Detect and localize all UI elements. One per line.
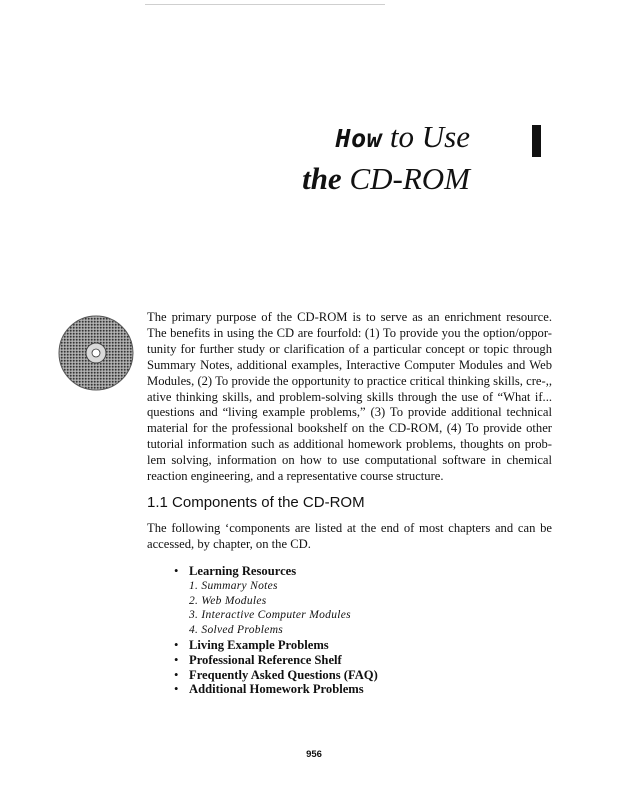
list-item-label: Additional Homework Problems <box>189 682 364 697</box>
bullet-icon: • <box>174 667 179 682</box>
chapter-title-line-2 <box>0 163 470 194</box>
paragraph-line: The primary purpose of the CD-ROM is to serve as an enrichment resource. <box>147 310 552 324</box>
list-item <box>174 638 378 653</box>
list-item <box>174 668 378 683</box>
intro-paragraph <box>147 310 552 485</box>
learning-resources-sublist <box>189 579 378 638</box>
components-list <box>174 564 378 697</box>
cd-rom-icon <box>58 315 134 391</box>
bullet-icon: • <box>174 682 179 697</box>
list-item-label: Learning Resources <box>189 564 297 578</box>
section-intro-line: accessed, by chapter, on the CD. <box>147 537 311 551</box>
title-word-the: the <box>302 161 342 196</box>
sublist-item: 4. Solved Problems <box>189 624 284 637</box>
list-item-label: Living Example Problems <box>189 637 329 652</box>
sublist-item: 3. Interactive Computer Modules <box>189 609 351 622</box>
list-item-learning-resources <box>174 564 378 638</box>
top-rule <box>145 4 385 5</box>
title-word-how: How <box>335 124 383 153</box>
bullet-icon: • <box>174 637 179 652</box>
sublist-item: 1. Summary Notes <box>189 579 278 592</box>
paragraph-line: Summary Notes, additional examples, Interactive Computer Modules and Web <box>147 357 552 372</box>
paragraph-line: The benefits in using the CD are fourfold: (1) To provide you the option/oppor- <box>147 325 552 340</box>
list-item-label: Professional Reference Shelf <box>189 652 342 667</box>
bullet-icon: • <box>174 652 179 667</box>
section-intro-line: The following ‘components are listed at the end of most chapters and can be <box>147 521 552 535</box>
list-item <box>174 653 378 668</box>
paragraph-line: tunity for further study or clarification of a particular concept or topic through <box>147 341 552 356</box>
title-words-to-use: to Use <box>389 119 470 154</box>
paragraph-line: tutorial information such as additional homework problems, thoughts on prob- <box>147 437 552 452</box>
section-heading: 1.1 Components of the CD-ROM <box>147 494 365 511</box>
paragraph-line: reaction engineering, and a representative course structure. <box>147 469 444 484</box>
sublist-item: 2. Web Modules <box>189 594 267 607</box>
paragraph-line: material for the professional bookshelf on the CD-ROM, (4) To provide other <box>147 421 552 436</box>
paragraph-line: lem solving, information on how to use computational software in chemical <box>147 453 552 468</box>
list-item-label: Frequently Asked Questions (FAQ) <box>189 667 378 682</box>
bullet-icon: • <box>174 564 179 578</box>
paragraph-line: questions and “living example problems,” (3) To provide additional technical <box>147 405 552 420</box>
section-intro <box>147 520 552 552</box>
page-number: 956 <box>306 749 322 760</box>
title-word-cdrom: CD-ROM <box>349 161 470 196</box>
chapter-title-line-1 <box>0 121 470 154</box>
list-item <box>174 682 378 697</box>
chapter-edge-marker <box>532 125 541 157</box>
paragraph-line: Modules, (2) To provide the opportunity to practice critical thinking skills, cre-,, <box>147 373 552 388</box>
paragraph-line: ative thinking skills, and problem-solving skills through the use of “What if... <box>147 389 552 404</box>
